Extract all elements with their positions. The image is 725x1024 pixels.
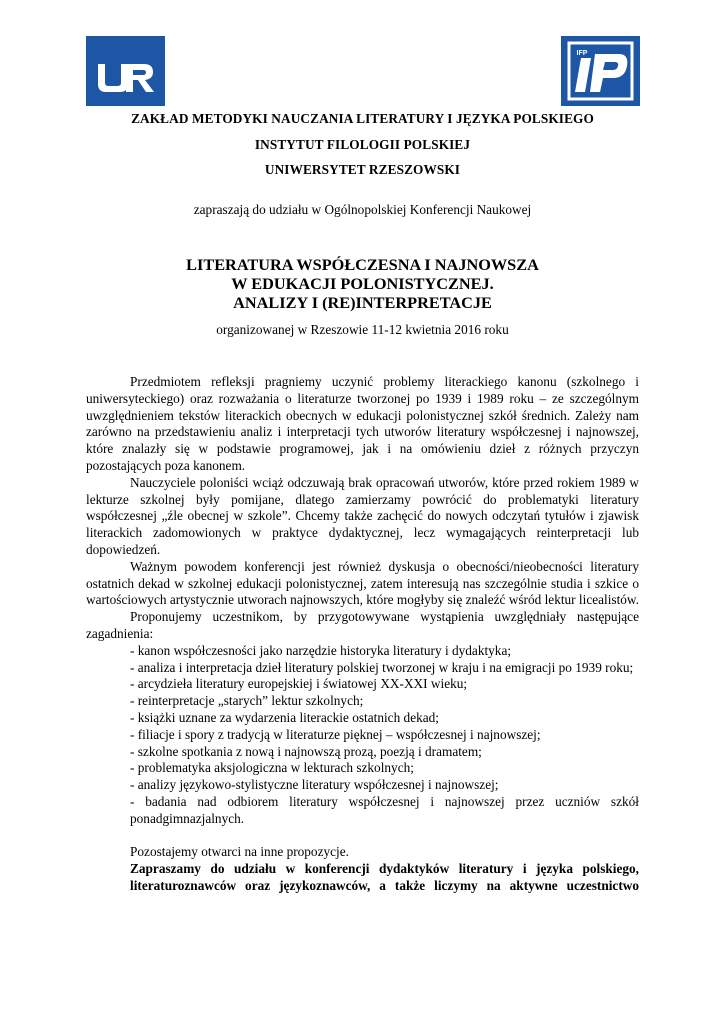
svg-text:IFP: IFP (576, 50, 588, 57)
university-name: UNIWERSYTET RZESZOWSKI (264, 162, 461, 177)
title-line-1: LITERATURA WSPÓŁCZESNA I NAJNOWSZA (186, 255, 539, 274)
list-item: - analiza i interpretacja dzieł literatury polskiej tworzonej w kraju i na emigracji po 1939 roku; (130, 659, 634, 675)
paragraph: Ważnym powodem konferencji jest również dyskusja o obecności/nieobecności literatury ostatnich dekad w szkolnej edukacji polonistycznej, zatem interesują nas szczególnie studia i szkice o wartościowych artystycznie utworach najnowszych, które mogłyby się znaleźć wśród lektur licealistów. (86, 558, 639, 608)
ifp-logo-icon (561, 36, 640, 106)
final-invitation-line-2: literaturoznawców oraz językoznawców, a także liczymy na aktywne uczestnictwo (130, 877, 639, 893)
conference-title (0, 255, 725, 312)
title-line-2: W EDUKACJI POLONISTYCZNEJ. (231, 274, 494, 293)
list-item: - szkolne spotkania z nową i najnowszą prozą, poezją i dramatem; (130, 743, 482, 759)
closing-line: Pozostajemy otwarci na inne propozycje. (130, 844, 349, 860)
topics-list (86, 643, 639, 828)
final-invitation-line-1: Zapraszamy do udziału w konferencji dydaktyków literatury i języka polskiego, (130, 861, 639, 877)
list-item: - analizy językowo-stylistyczne literatury współczesnej i najnowszej; (130, 777, 499, 793)
spacer (86, 828, 639, 845)
conference-date-place: organizowanej w Rzeszowie 11-12 kwietnia 2016 roku (216, 322, 509, 337)
paragraph: Nauczyciele poloniści wciąż odczuwają brak opracowań utworów, które przed rokiem 1989 w lekturze szkolnej były pomijane, dlatego zamierzamy powrócić do problematyki literatury współczesnej „źle obecnej w szkole”. Chcemy także zachęcić do nowych odczytań tytułów i zjawisk literackich zadomowionych w praktyce dydaktycznej, lecz wymagających reinterpretacji lub dopowiedzeń. (86, 474, 639, 557)
ur-logo-icon (86, 36, 165, 106)
list-item: - filiacje i spory z tradycją w literaturze pięknej – współczesnej i najnowszej; (130, 726, 541, 742)
paragraph: Przedmiotem refleksji pragniemy uczynić problemy literackiego kanonu (szkolnego i uniwersyteckiego) oraz rozważania o literaturze tworzonej po 1939 i 1989 roku – ze szczególnym uwzględnieniem tekstów literackich obecnych w edukacji polonistycznej szkół średnich. Zależy nam zarówno na przedstawieniu analiz i interpretacji tych utworów literatury współczesnej i najnowszej, które znalazły się w podstawie programowej, jak i na omówieniu dzieł z różnych przyczyn pozostających poza kanonem. (86, 374, 639, 473)
list-item: - problematyka aksjologiczna w lekturach szkolnych; (130, 760, 414, 776)
invitation-line: zapraszają do udziału w Ogólnopolskiej Konferencji Naukowej (193, 202, 532, 217)
list-item: - książki uznane za wydarzenia literackie ostatnich dekad; (130, 709, 440, 725)
list-item: - kanon współczesności jako narzędzie historyka literatury i dydaktyka; (130, 642, 512, 658)
list-item: - reinterpretacje „starych” lektur szkolnych; (130, 693, 364, 709)
list-item: - badania nad odbiorem literatury współczesnej i najnowszej przez uczniów szkół ponadgimnazjalnych. (130, 793, 639, 826)
list-item: - arcydzieła literatury europejskiej i światowej XX-XXI wieku; (130, 676, 468, 692)
body-text (86, 374, 639, 895)
institute-name: INSTYTUT FILOLOGII POLSKIEJ (254, 137, 471, 152)
department-name: ZAKŁAD METODYKI NAUCZANIA LITERATURY I JĘZYKA POLSKIEGO (131, 111, 594, 126)
paragraph: Proponujemy uczestnikom, by przygotowywane wystąpienia uwzględniały następujące zagadnienia: (86, 609, 639, 641)
title-line-3: ANALIZY I (RE)INTERPRETACJE (233, 293, 492, 312)
